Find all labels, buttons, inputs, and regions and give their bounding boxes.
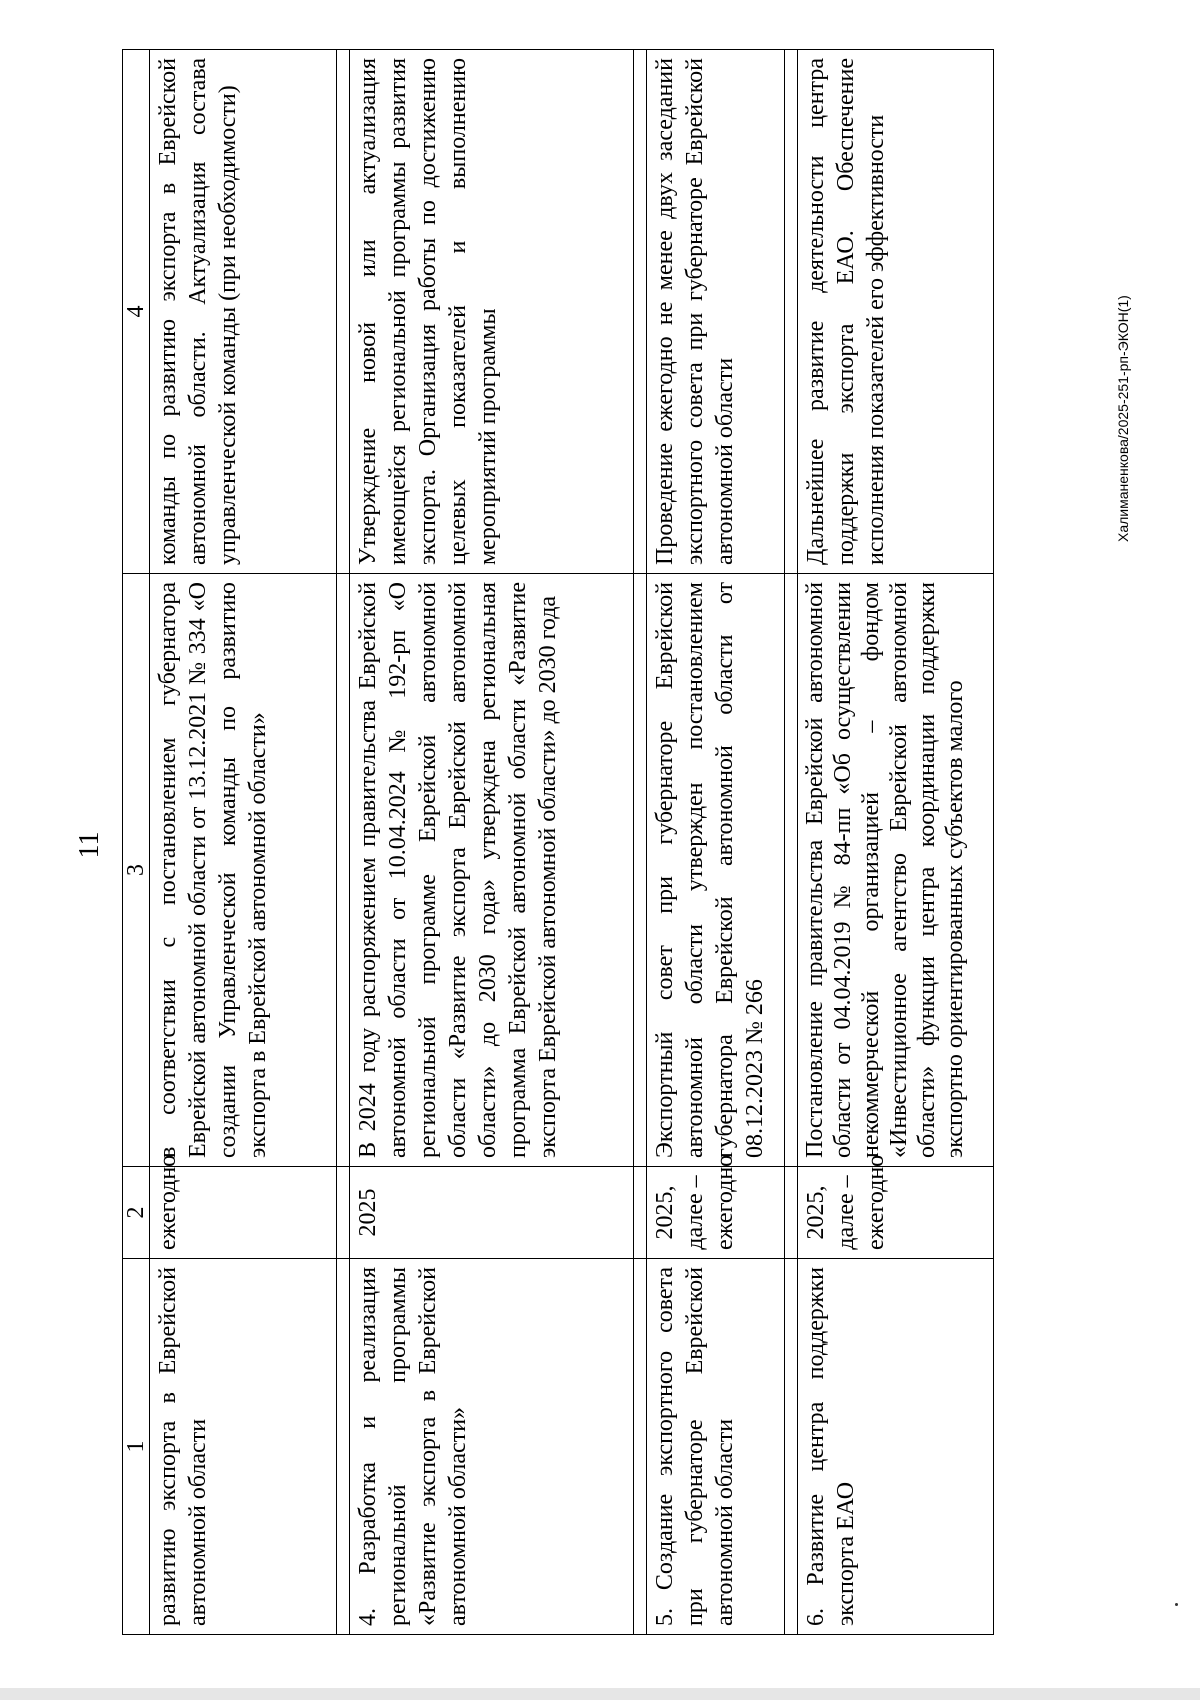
cell-deadline: 2025 — [350, 1167, 634, 1259]
cell-result: команды по развитию экспорта в Еврейской автономной области. Актуализация состава управленческой команды (при необходимости) — [150, 50, 337, 574]
cell-result: Дальнейшее развитие деятельности центра поддержки экспорта ЕАО. Обеспечение исполнения показателей его эффективности — [798, 50, 994, 574]
cell-result: Утверждение новой или актуализация имеющейся региональной программы развития экспорта. Организация работы по достижению целевых показателей и выполнению мероприятий программы — [350, 50, 634, 574]
document-footer-id: Халиманенкова/2025-251-рп-ЭКОН(1) — [1115, 295, 1131, 542]
page-number: 11 — [74, 831, 105, 859]
row-separator — [634, 50, 647, 1635]
cell-status: В 2024 году распоряжением правительства Еврейской автономной области от 10.04.2024 № 192-рп «О региональной программе Еврейской автономной области «Развитие экспорта Еврейской автономной области» до 2030 года» утверждена региональная программа Еврейской автономной области «Развитие экспорта Еврейской автономной области» до 2030 года — [350, 574, 634, 1167]
cell-deadline: 2025, далее – ежегодно — [798, 1167, 994, 1259]
row-separator — [337, 50, 350, 1635]
table-row — [150, 50, 337, 1635]
header-col-4: 4 — [123, 50, 150, 574]
cell-measure: развитию экспорта в Еврейской автономной области — [150, 1259, 337, 1635]
cell-deadline: 2025, далее – ежегодно — [647, 1167, 785, 1259]
cell-measure: 4. Разработка и реализация региональной программы «Развитие экспорта в Еврейской автономной области» — [350, 1259, 634, 1635]
header-col-3: 3 — [123, 574, 150, 1167]
cell-deadline: ежегодно — [150, 1167, 337, 1259]
cell-measure: 5. Создание экспортного совета при губернаторе Еврейской автономной области — [647, 1259, 785, 1635]
cell-status: Экспортный совет при губернаторе Еврейской автономной области утвержден постановлением губернатора Еврейской автономной области от 08.12.2023 № 266 — [647, 574, 785, 1167]
cell-status: в соответствии с постановлением губернатора Еврейской автономной области от 13.12.2021 № 334 «О создании Управленческой команды по развитию экспорта в Еврейской автономной области» — [150, 574, 337, 1167]
table-row — [647, 50, 785, 1635]
table-row — [798, 50, 994, 1635]
header-col-2: 2 — [123, 1167, 150, 1259]
cell-status: Постановление правительства Еврейской автономной области от 04.04.2019 № 84-пп «Об осуществлении некоммерческой организацией – фондом «Инвестиционное агентство Еврейской автономной области» функции центра координации поддержки экспортно ориентированных субъектов малого — [798, 574, 994, 1167]
table-row — [350, 50, 634, 1635]
header-col-1: 1 — [123, 1259, 150, 1635]
document-table — [122, 49, 994, 1635]
cell-result: Проведение ежегодно не менее двух заседаний экспортного совета при губернаторе Еврейской автономной области — [647, 50, 785, 574]
table-header-row — [123, 50, 150, 1635]
row-separator — [785, 50, 798, 1635]
cell-measure: 6. Развитие центра поддержки экспорта ЕАО — [798, 1259, 994, 1635]
